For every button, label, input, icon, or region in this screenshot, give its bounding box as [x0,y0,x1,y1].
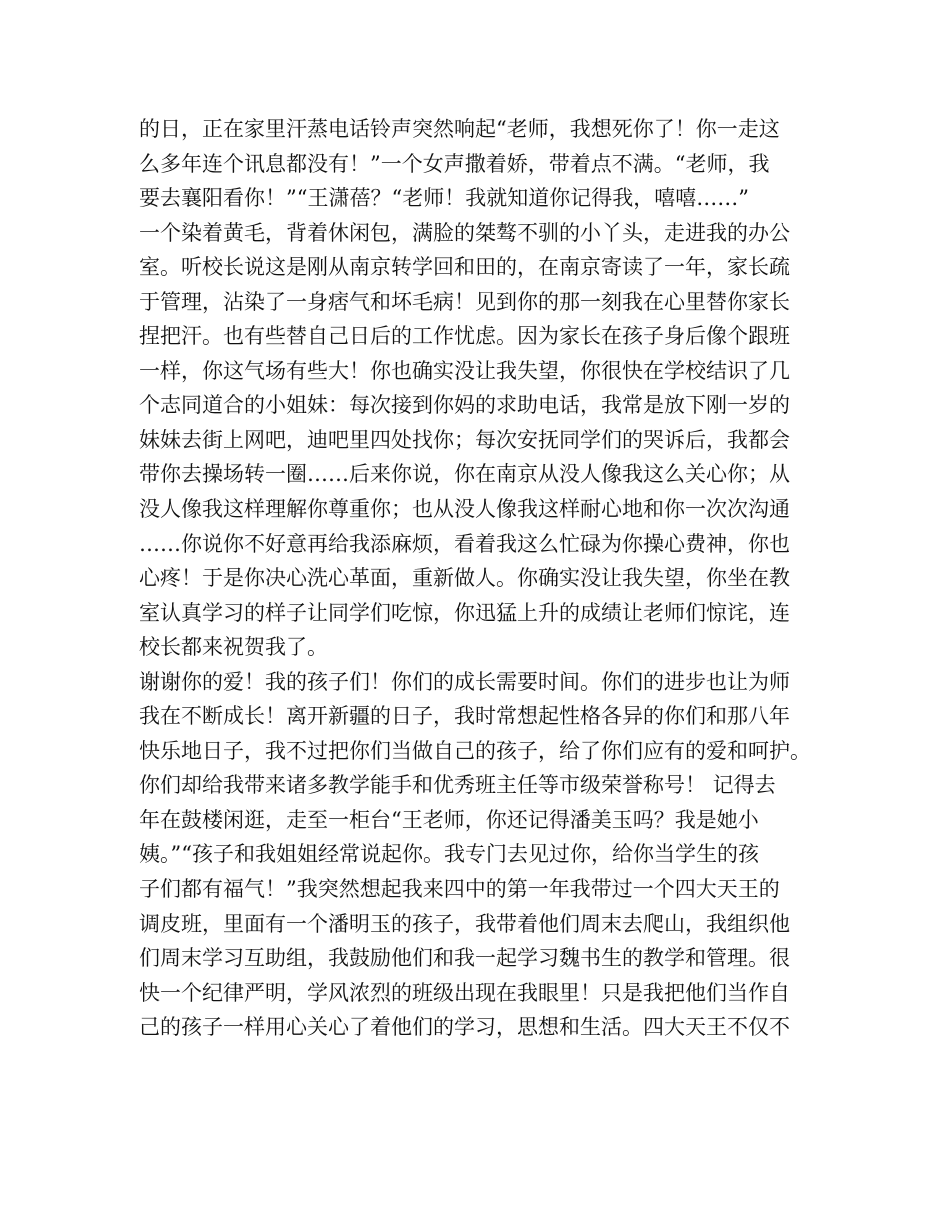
text-line: 么多年连个讯息都没有！”一个女声撒着娇，带着点不满。“老师，我 [139,151,770,176]
text-line: 你们却给我带来诸多教学能手和优秀班主任等市级荣誉称号！ 记得去 [139,773,776,798]
text-line: 捏把汗。也有些替自己日后的工作忧虑。因为家长在孩子身后像个跟班 [139,324,790,349]
text-line: ……你说你不好意再给我添麻烦，看着我这么忙碌为你操心费神，你也 [139,531,790,556]
text-line: 要去襄阳看你！”“王潇蓓？“老师！我就知道你记得我，嘻嘻……” [139,186,749,211]
text-line: 心疼！于是你决心洗心革面，重新做人。你确实没让我失望，你坐在教 [139,566,790,591]
text-line: 妹妹去街上网吧，迪吧里四处找你；每次安抚同学们的哭诉后，我都会 [139,427,790,452]
text-line: 快一个纪律严明，学风浓烈的班级出现在我眼里！只是我把他们当作自 [139,980,790,1005]
text-line: 谢谢你的爱！我的孩子们！你们的成长需要时间。你们的进步也让为师 [139,669,790,694]
text-line: 于管理，沾染了一身痞气和坏毛病！见到你的那一刻我在心里替你家长 [139,289,790,314]
text-line: 一样，你这气场有些大！你也确实没让我失望，你很快在学校结识了几 [139,358,790,383]
text-line: 年在鼓楼闲逛，走至一柜台“王老师，你还记得潘美玉吗？我是她小 [139,807,759,832]
text-line: 姨。”“孩子和我姐姐经常说起你。我专门去见过你，给你当学生的孩 [139,842,759,867]
text-line: 室。听校长说这是刚从南京转学回和田的，在南京寄读了一年，家长疏 [139,255,790,280]
text-line: 子们都有福气！”我突然想起我来四中的第一年我带过一个四大天王的 [139,877,780,902]
text-line: 的日，正在家里汗蒸电话铃声突然响起“老师，我想死你了！你一走这 [139,117,780,141]
text-line: 我在不断成长！离开新疆的日子，我时常想起性格各异的你们和那八年 [139,704,790,729]
text-line: 一个染着黄毛，背着休闲包，满脸的桀骜不驯的小丫头，走进我的办公 [139,220,790,245]
text-line: 没人像我这样理解你尊重你；也从没人像我这样耐心地和你一次次沟通 [139,497,790,522]
text-line: 室认真学习的样子让同学们吃惊，你迅猛上升的成绩让老师们惊诧，连 [139,600,790,625]
body-text [139,112,839,1045]
text-line: 调皮班，里面有一个潘明玉的孩子，我带着他们周末去爬山，我组织他 [139,911,790,936]
text-line: 快乐地日子，我不过把你们当做自己的孩子，给了你们应有的爱和呵护。 [139,738,811,763]
text-line: 个志同道合的小姐妹：每次接到你妈的求助电话，我常是放下刚一岁的 [139,393,790,418]
text-line: 带你去操场转一圈……后来你说，你在南京从没人像我这么关心你；从 [139,462,790,487]
text-line: 己的孩子一样用心关心了着他们的学习，思想和生活。四大天王不仅不 [139,1015,790,1040]
text-line: 们周末学习互助组，我鼓励他们和我一起学习魏书生的教学和管理。很 [139,946,790,971]
text-line: 校长都来祝贺我了。 [139,635,328,660]
